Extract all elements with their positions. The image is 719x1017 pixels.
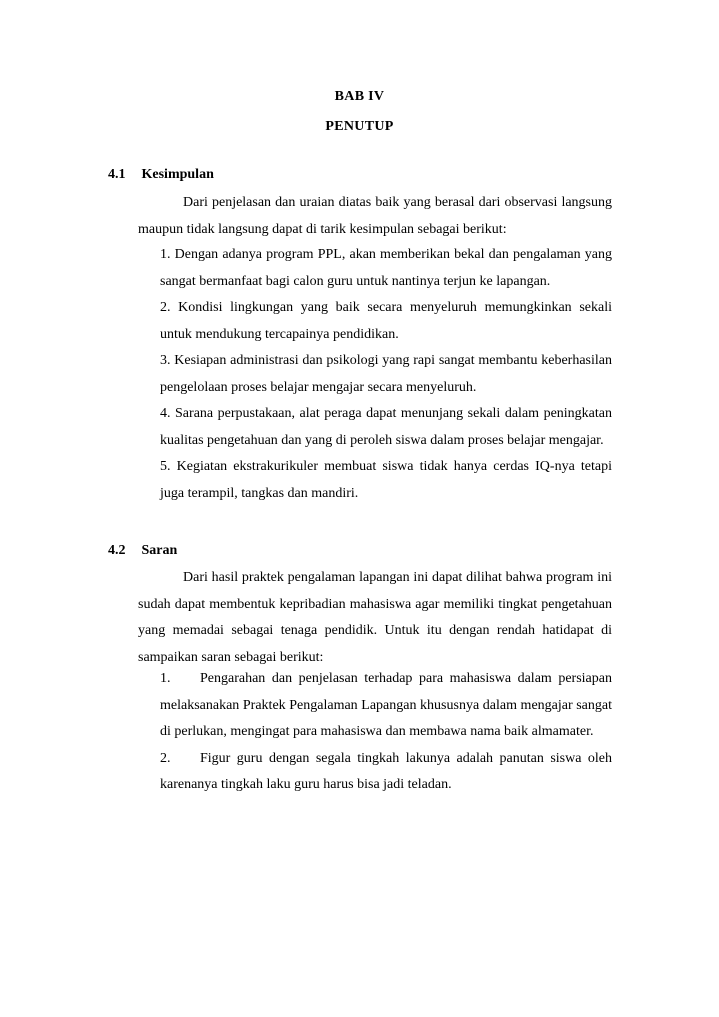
- chapter-number: BAB IV: [334, 89, 385, 104]
- list-marker: 1.: [160, 671, 171, 686]
- list-marker: 2.: [160, 750, 171, 766]
- section-heading-saran: [108, 543, 177, 559]
- list-item: [160, 666, 612, 746]
- list-item: 1. Dengan adanya program PPL, akan memberikan bekal dan pengalaman yang sangat bermanfaat bagi calon guru untuk nantinya terjun ke lapangan.: [160, 247, 612, 289]
- list-item: 3. Kesiapan administrasi dan psikologi yang rapi sangat membantu keberhasilan pengelolaan proses belajar mengajar secara menyeluruh.: [160, 353, 612, 395]
- section-heading-kesimpulan: [108, 167, 214, 183]
- section-number: 4.1: [108, 167, 126, 182]
- section-title: Saran: [141, 543, 178, 558]
- kesimpulan-list: [160, 242, 612, 507]
- list-item-text: Figur guru dengan segala tingkah lakunya adalah panutan siswa oleh karenanya tingkah laku guru harus bisa jadi teladan.: [160, 750, 612, 792]
- kesimpulan-intro: Dari penjelasan dan uraian diatas baik yang berasal dari observasi langsung maupun tidak langsung dapat di tarik kesimpulan sebagai berikut:: [138, 195, 612, 237]
- saran-intro: Dari hasil praktek pengalaman lapangan ini dapat dilihat bahwa program ini sudah dapat membentuk kepribadian mahasiswa agar memiliki tingkat pengetahuan yang memadai sebagai tenaga pendidik. Untuk itu dengan rendah hatidapat di sampaikan saran sebagai berikut:: [138, 570, 612, 665]
- list-item: [160, 746, 612, 799]
- list-item: 2. Kondisi lingkungan yang baik secara menyeluruh memungkinkan sekali untuk mendukung tercapainya pendidikan.: [160, 300, 612, 342]
- list-item-text: Pengarahan dan penjelasan terhadap para mahasiswa dalam persiapan melaksanakan Praktek Pengalaman Lapangan khususnya dalam mengajar sangat di perlukan, mengingat para mahasiswa dan membawa nama baik almamater.: [160, 671, 612, 739]
- section-number: 4.2: [108, 543, 126, 558]
- saran-list: [160, 666, 612, 799]
- list-item: 4. Sarana perpustakaan, alat peraga dapat menunjang sekali dalam peningkatan kualitas pengetahuan dan yang di peroleh siswa dalam proses belajar mengajar.: [160, 406, 612, 448]
- list-item: 5. Kegiatan ekstrakurikuler membuat siswa tidak hanya cerdas IQ-nya tetapi juga terampil, tangkas dan mandiri.: [160, 459, 612, 501]
- section-title: Kesimpulan: [141, 167, 214, 182]
- chapter-title: PENUTUP: [325, 119, 394, 134]
